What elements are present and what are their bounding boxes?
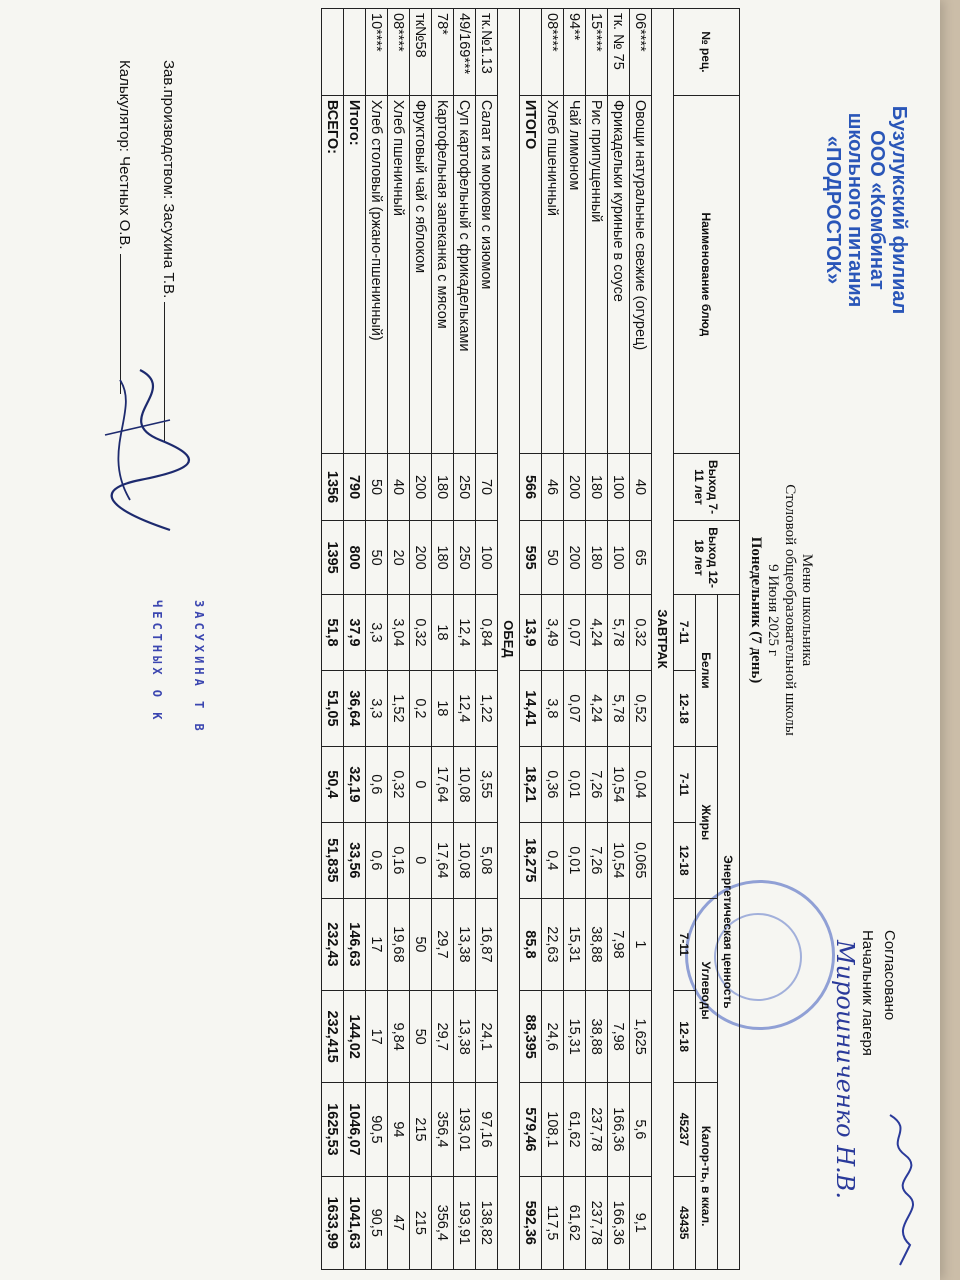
value-cell: 1041,63 bbox=[344, 1176, 366, 1269]
recipe-code-cell: 94** bbox=[564, 9, 586, 96]
value-cell: 17,64 bbox=[432, 746, 454, 822]
camp-chief-label: Начальник лагеря bbox=[859, 930, 876, 1056]
value-cell: 50 bbox=[366, 521, 388, 595]
recipe-code-cell: 49/169*** bbox=[454, 9, 476, 96]
menu-date: 9 Июня 2025 г bbox=[765, 564, 781, 656]
value-cell: 200 bbox=[410, 521, 432, 595]
section-header-row bbox=[652, 9, 674, 1270]
value-cell: 29,7 bbox=[432, 991, 454, 1083]
col-header-energy: Энергетическая ценность bbox=[718, 594, 740, 1269]
sub-header-7-11: 7-11 bbox=[674, 746, 696, 822]
table-row bbox=[366, 9, 388, 1270]
value-cell: 50 bbox=[542, 521, 564, 595]
value-cell: 97,16 bbox=[476, 1083, 498, 1176]
production-head-label: Зав.производством: Засухина Т.В. bbox=[160, 60, 177, 299]
value-cell: 17 bbox=[366, 991, 388, 1083]
value-cell: 0 bbox=[410, 822, 432, 898]
org-line: школьного питания bbox=[844, 112, 866, 308]
value-cell: 14,41 bbox=[520, 670, 542, 746]
value-cell: 1395 bbox=[322, 521, 344, 595]
table-row bbox=[476, 9, 498, 1270]
recipe-code-cell: 15**** bbox=[586, 9, 608, 96]
dish-name-cell: Фруктовый чай с яблоком bbox=[410, 95, 432, 453]
value-cell: 13,9 bbox=[520, 594, 542, 670]
value-cell: 10,54 bbox=[608, 822, 630, 898]
recipe-code-cell: 06**** bbox=[630, 9, 652, 96]
table-row bbox=[432, 9, 454, 1270]
value-cell: 0,6 bbox=[366, 746, 388, 822]
value-cell: 10,54 bbox=[608, 746, 630, 822]
value-cell: 7,98 bbox=[608, 898, 630, 990]
value-cell: 36,64 bbox=[344, 670, 366, 746]
value-cell: 1,625 bbox=[630, 991, 652, 1083]
value-cell: 17 bbox=[366, 898, 388, 990]
value-cell: 250 bbox=[454, 453, 476, 520]
value-cell: 250 bbox=[454, 521, 476, 595]
col-header-kcal: Калор-ть, в ккал. bbox=[696, 1083, 718, 1270]
value-cell: 33,56 bbox=[344, 822, 366, 898]
dish-name-cell: Хлеб пшеничный bbox=[388, 95, 410, 453]
org-line: Бузулукский филиал bbox=[888, 105, 910, 315]
sub-header-kcal-code-1: 45237 bbox=[674, 1083, 696, 1176]
value-cell: 1,52 bbox=[388, 670, 410, 746]
value-cell: 166,36 bbox=[608, 1083, 630, 1176]
value-cell: 0,4 bbox=[542, 822, 564, 898]
value-cell: 47 bbox=[388, 1176, 410, 1269]
value-cell: 3,04 bbox=[388, 594, 410, 670]
value-cell: 0,01 bbox=[564, 822, 586, 898]
value-cell: 0,2 bbox=[410, 670, 432, 746]
value-cell: 1046,07 bbox=[344, 1083, 366, 1176]
value-cell: 7,26 bbox=[586, 822, 608, 898]
value-cell: 5,78 bbox=[608, 670, 630, 746]
value-cell: 3,3 bbox=[366, 594, 388, 670]
section-title: ЗАВТРАК bbox=[652, 9, 674, 1270]
value-cell: 232,415 bbox=[322, 991, 344, 1083]
recipe-code-cell: тк. № 75 bbox=[608, 9, 630, 96]
value-cell: 0 bbox=[410, 746, 432, 822]
col-header-fats: Жиры bbox=[696, 746, 718, 898]
value-cell: 0,01 bbox=[564, 746, 586, 822]
value-cell: 12,4 bbox=[454, 670, 476, 746]
value-cell: 1633,99 bbox=[322, 1176, 344, 1269]
dish-name-cell: Итого: bbox=[344, 95, 366, 453]
value-cell: 18 bbox=[432, 594, 454, 670]
value-cell: 237,78 bbox=[586, 1083, 608, 1176]
value-cell: 800 bbox=[344, 521, 366, 595]
value-cell: 3,8 bbox=[542, 670, 564, 746]
table-row bbox=[410, 9, 432, 1270]
col-header-carbs: Углеводы bbox=[696, 898, 718, 1082]
dish-name-cell: Фрикадельки куриные в соусе bbox=[608, 95, 630, 453]
name-stamp-2: ЧЕСТНЫХ О К bbox=[150, 600, 164, 724]
table-row bbox=[586, 9, 608, 1270]
value-cell: 38,88 bbox=[586, 991, 608, 1083]
dish-name-cell: Хлеб столовый (ржано-пшеничный) bbox=[366, 95, 388, 453]
value-cell: 18,21 bbox=[520, 746, 542, 822]
value-cell: 3,3 bbox=[366, 670, 388, 746]
sub-header-12-18: 12-18 bbox=[674, 822, 696, 898]
value-cell: 790 bbox=[344, 453, 366, 520]
value-cell: 12,4 bbox=[454, 594, 476, 670]
value-cell: 138,82 bbox=[476, 1176, 498, 1269]
organization-header bbox=[822, 60, 910, 360]
value-cell: 20 bbox=[388, 521, 410, 595]
value-cell: 9,84 bbox=[388, 991, 410, 1083]
camp-chief-signature: Мирошниченко Н.В. bbox=[831, 940, 859, 1200]
table-row bbox=[608, 9, 630, 1270]
value-cell: 0,32 bbox=[410, 594, 432, 670]
value-cell: 40 bbox=[630, 453, 652, 520]
value-cell: 215 bbox=[410, 1176, 432, 1269]
recipe-code-cell bbox=[344, 9, 366, 96]
dish-name-cell: Овощи натуральные свежие (огурец) bbox=[630, 95, 652, 453]
value-cell: 70 bbox=[476, 453, 498, 520]
value-cell: 3,49 bbox=[542, 594, 564, 670]
grand-total-row bbox=[322, 9, 344, 1270]
recipe-code-cell: 10**** bbox=[366, 9, 388, 96]
calculator-label: Калькулятор: Честных О.В. bbox=[116, 60, 133, 250]
value-cell: 16,87 bbox=[476, 898, 498, 990]
value-cell: 0,6 bbox=[366, 822, 388, 898]
value-cell: 144,02 bbox=[344, 991, 366, 1083]
value-cell: 17,64 bbox=[432, 822, 454, 898]
name-stamp-1: ЗАСУХИНА Т В bbox=[192, 600, 206, 735]
value-cell: 232,43 bbox=[322, 898, 344, 990]
value-cell: 13,38 bbox=[454, 991, 476, 1083]
value-cell: 50,4 bbox=[322, 746, 344, 822]
value-cell: 90,5 bbox=[366, 1176, 388, 1269]
value-cell: 595 bbox=[520, 521, 542, 595]
menu-day: Понедельник (7 день) bbox=[748, 536, 764, 684]
value-cell: 18 bbox=[432, 670, 454, 746]
value-cell: 0,36 bbox=[542, 746, 564, 822]
dish-name-cell: Хлеб пшеничный bbox=[542, 95, 564, 453]
value-cell: 61,62 bbox=[564, 1176, 586, 1269]
value-cell: 117,5 bbox=[542, 1176, 564, 1269]
table-row bbox=[454, 9, 476, 1270]
value-cell: 166,36 bbox=[608, 1176, 630, 1269]
name-stamps bbox=[136, 600, 220, 770]
value-cell: 0,16 bbox=[388, 822, 410, 898]
value-cell: 24,6 bbox=[542, 991, 564, 1083]
value-cell: 3,55 bbox=[476, 746, 498, 822]
sub-header-kcal-code-2: 43435 bbox=[674, 1176, 696, 1269]
section-header-row bbox=[498, 9, 520, 1270]
value-cell: 0,52 bbox=[630, 670, 652, 746]
value-cell: 180 bbox=[586, 521, 608, 595]
value-cell: 237,78 bbox=[586, 1176, 608, 1269]
org-line: ООО «Комбинат bbox=[866, 130, 888, 290]
value-cell: 100 bbox=[476, 521, 498, 595]
menu-title: Меню школьника bbox=[799, 553, 815, 667]
table-row bbox=[630, 9, 652, 1270]
value-cell: 200 bbox=[410, 453, 432, 520]
value-cell: 46 bbox=[542, 453, 564, 520]
value-cell: 15,31 bbox=[564, 898, 586, 990]
sub-header-12-18: 12-18 bbox=[674, 670, 696, 746]
dish-name-cell: Чай лимоном bbox=[564, 95, 586, 453]
value-cell: 10,08 bbox=[454, 822, 476, 898]
value-cell: 200 bbox=[564, 521, 586, 595]
dish-name-cell: Картофельная запеканка с мясом bbox=[432, 95, 454, 453]
section-total-row bbox=[520, 9, 542, 1270]
value-cell: 100 bbox=[608, 453, 630, 520]
value-cell: 356,4 bbox=[432, 1083, 454, 1176]
value-cell: 9,1 bbox=[630, 1176, 652, 1269]
value-cell: 13,38 bbox=[454, 898, 476, 990]
value-cell: 146,63 bbox=[344, 898, 366, 990]
value-cell: 4,24 bbox=[586, 670, 608, 746]
menu-table bbox=[321, 8, 740, 1270]
value-cell: 51,8 bbox=[322, 594, 344, 670]
value-cell: 356,4 bbox=[432, 1176, 454, 1269]
sub-header-7-11: 7-11 bbox=[674, 898, 696, 990]
value-cell: 108,1 bbox=[542, 1083, 564, 1176]
dish-name-cell: ВСЕГО: bbox=[322, 95, 344, 453]
value-cell: 32,19 bbox=[344, 746, 366, 822]
value-cell: 180 bbox=[432, 521, 454, 595]
value-cell: 7,26 bbox=[586, 746, 608, 822]
value-cell: 5,6 bbox=[630, 1083, 652, 1176]
value-cell: 24,1 bbox=[476, 991, 498, 1083]
value-cell: 0,84 bbox=[476, 594, 498, 670]
value-cell: 10,08 bbox=[454, 746, 476, 822]
table-row bbox=[388, 9, 410, 1270]
recipe-code-cell: 78* bbox=[432, 9, 454, 96]
value-cell: 0,04 bbox=[630, 746, 652, 822]
value-cell: 1356 bbox=[322, 453, 344, 520]
table-row bbox=[542, 9, 564, 1270]
value-cell: 50 bbox=[410, 991, 432, 1083]
value-cell: 5,78 bbox=[608, 594, 630, 670]
value-cell: 51,835 bbox=[322, 822, 344, 898]
value-cell: 85,8 bbox=[520, 898, 542, 990]
value-cell: 100 bbox=[608, 521, 630, 595]
dish-name-cell: ИТОГО bbox=[520, 95, 542, 453]
value-cell: 94 bbox=[388, 1083, 410, 1176]
value-cell: 19,68 bbox=[388, 898, 410, 990]
value-cell: 0,065 bbox=[630, 822, 652, 898]
value-cell: 88,395 bbox=[520, 991, 542, 1083]
handwritten-signature bbox=[90, 360, 200, 540]
value-cell: 180 bbox=[432, 453, 454, 520]
recipe-code-cell: 08**** bbox=[542, 9, 564, 96]
value-cell: 215 bbox=[410, 1083, 432, 1176]
recipe-code-cell bbox=[322, 9, 344, 96]
value-cell: 18,275 bbox=[520, 822, 542, 898]
col-header-out-12-18: Выход 12-18 лет bbox=[674, 521, 740, 595]
value-cell: 37,9 bbox=[344, 594, 366, 670]
recipe-code-cell: 08**** bbox=[388, 9, 410, 96]
value-cell: 180 bbox=[586, 453, 608, 520]
menu-table-body bbox=[322, 9, 674, 1270]
value-cell: 61,62 bbox=[564, 1083, 586, 1176]
value-cell: 0,32 bbox=[630, 594, 652, 670]
recipe-code-cell: тк.№1.13 bbox=[476, 9, 498, 96]
menu-subtitle: Столовой общеобразовательной школы bbox=[782, 484, 798, 736]
section-total-row bbox=[344, 9, 366, 1270]
recipe-code-cell: тк№58 bbox=[410, 9, 432, 96]
dish-name-cell: Суп картофельный с фрикадельками bbox=[454, 95, 476, 453]
section-title: ОБЕД bbox=[498, 9, 520, 1270]
value-cell: 566 bbox=[520, 453, 542, 520]
value-cell: 29,7 bbox=[432, 898, 454, 990]
value-cell: 65 bbox=[630, 521, 652, 595]
col-header-code: № рец. bbox=[674, 9, 740, 96]
value-cell: 40 bbox=[388, 453, 410, 520]
value-cell: 50 bbox=[366, 453, 388, 520]
value-cell: 193,91 bbox=[454, 1176, 476, 1269]
value-cell: 579,46 bbox=[520, 1083, 542, 1176]
dish-name-cell: Рис припущенный bbox=[586, 95, 608, 453]
value-cell: 5,08 bbox=[476, 822, 498, 898]
value-cell: 51,05 bbox=[322, 670, 344, 746]
col-header-proteins: Белки bbox=[696, 594, 718, 746]
dish-name-cell: Салат из моркови с изюмом bbox=[476, 95, 498, 453]
value-cell: 90,5 bbox=[366, 1083, 388, 1176]
menu-title-block bbox=[747, 400, 815, 820]
approved-label: Согласовано bbox=[881, 930, 898, 1021]
sub-header-7-11: 7-11 bbox=[674, 594, 696, 670]
value-cell: 0,32 bbox=[388, 746, 410, 822]
value-cell: 1 bbox=[630, 898, 652, 990]
value-cell: 50 bbox=[410, 898, 432, 990]
value-cell: 200 bbox=[564, 453, 586, 520]
col-header-dish: Наименование блюд bbox=[674, 95, 740, 453]
org-line: «ПОДРОСТОК» bbox=[822, 135, 844, 285]
value-cell: 4,24 bbox=[586, 594, 608, 670]
value-cell: 0,07 bbox=[564, 670, 586, 746]
value-cell: 22,63 bbox=[542, 898, 564, 990]
value-cell: 0,07 bbox=[564, 594, 586, 670]
table-row bbox=[564, 9, 586, 1270]
value-cell: 1,22 bbox=[476, 670, 498, 746]
recipe-code-cell bbox=[520, 9, 542, 96]
value-cell: 193,01 bbox=[454, 1083, 476, 1176]
value-cell: 592,36 bbox=[520, 1176, 542, 1269]
value-cell: 7,98 bbox=[608, 991, 630, 1083]
value-cell: 1625,53 bbox=[322, 1083, 344, 1176]
camp-chief-signature-stroke bbox=[880, 1110, 920, 1270]
value-cell: 38,88 bbox=[586, 898, 608, 990]
sub-header-12-18: 12-18 bbox=[674, 991, 696, 1083]
value-cell: 15,31 bbox=[564, 991, 586, 1083]
col-header-out-7-11: Выход 7-11 лет bbox=[674, 453, 740, 520]
